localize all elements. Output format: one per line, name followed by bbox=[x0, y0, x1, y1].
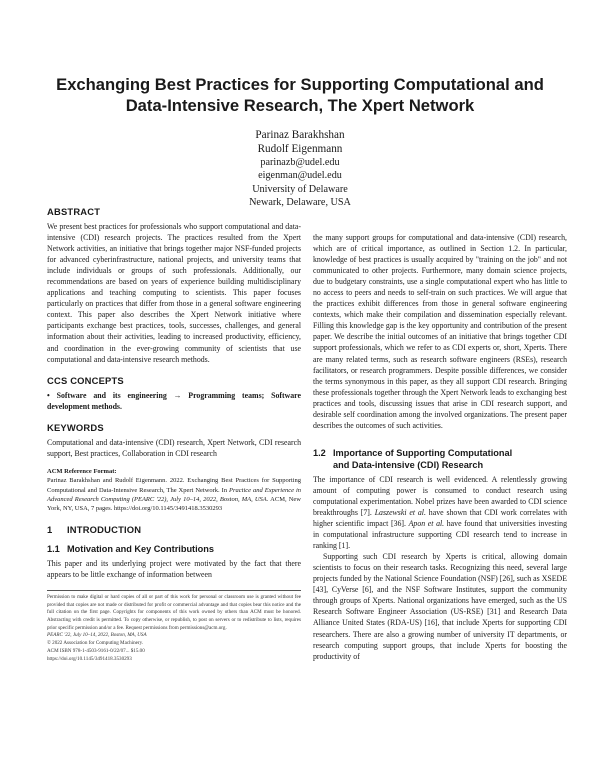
paper-title bbox=[40, 74, 560, 116]
body-paragraph: The importance of CDI research is well evidenced. A relentlessly growing amount of computing power is consumed to conduct research using computational experimentation. Nobel prizes have been awarded to CDI science breakthroughs [7]. Laszewski et al. have shown that CDI work correlates with higher scientific impact [36]. Apon et al. have found that universities investing in computational infrastructure supporting CDI research tend to increase in ranking [1]. bbox=[313, 474, 567, 551]
author-name: Parinaz Barakhshan bbox=[255, 129, 345, 141]
body-paragraph: Supporting such CDI research by Xperts is critical, allowing domain scientists to focus on their research tasks. Recognizing this need, several large projects funded by the National Science Foundation (NSF) [26], such as XSEDE [43], CyVerse [6], and the NSF Software Institutes, support the community through groups of Xperts. National organizations have emerged, such as the US Research Software Engineer Association (US-RSE) [31] and Research Data Alliance United States (RDA-US) [16], that include Xperts for supporting CDI researchers. There are also a growing number of university IT departments, or research computing support groups, that include Xperts for boosting the productivity of bbox=[313, 552, 567, 661]
intro-text: This paper and its underlying project were motivated by the fact that there appears to be little exchange of information between bbox=[47, 558, 301, 579]
abstract-text: We present best practices for professionals who support computational and data-intensive (CDI) research projects. The practices resulted from the Xpert Network activities, an initiative that brings together major NSF-funded projects for advanced cyberinfrastructure, national projects, and university teams that include individuals or groups of such professionals. Additionally, our recommendations are based on years of experience building multidisciplinary applications and teaching computing to scientists. This paper focuses particularly on practices that differ from those in a general software engineering context. This paper also describes the Xpert Network initiative where participants exchange best practices, tools, successes, challenges, and general information about their activities, leading to increased productivity, efficiency, and coordination in the ever-growing community of scientists that use computational and data-intensive research methods. bbox=[47, 222, 301, 364]
permission-venue: PEARC '22, July 10–14, 2022, Boston, MA, USA bbox=[47, 632, 147, 639]
left-column bbox=[47, 206, 301, 663]
author-email: parinazb@udel.edu bbox=[260, 157, 340, 169]
author-block bbox=[40, 129, 560, 209]
ccs-heading: CCS CONCEPTS bbox=[47, 374, 124, 386]
permission-text: Permission to make digital or hard copies of all or part of this work for personal or classroom use is granted without fee provided that copies are not made or distributed for profit or commercial advantage and that copies bear this notice and the full citation on the first page. Copyrights for components of this work owned by others than ACM must be honored. Abstracting with credit is permitted. To copy otherwise, or republish, to post on servers or to redistribute to lists, requires prior specific permission and/or a fee. Request permissions from permissions@acm.org. bbox=[47, 593, 301, 631]
location: Newark, Delaware, USA bbox=[249, 196, 351, 208]
author-email: eigenman@udel.edu bbox=[258, 170, 342, 182]
body-paragraph: the many support groups for computational and data-intensive (CDI) research, which are of critical importance, as outlined in Section 1.2. In particular, knowledge of best practices is usually acquired by "training on the job" and not communicated to other projects. Furthermore, many domain science projects, due to budgetary constraints, use a single computational expert who has little to no access to peers and needs to self-train on such practices. We will argue that the practices exhibit differences from those in general software engineering contexts, which make their compilation and dissemination especially relevant. Filling this knowledge gap is the key opportunity and contribution of the present paper. We describe the initial outcomes of an initiative that brings together CDI support professionals, which we refer to as CDI experts or, short, Xperts. There are many related terms, such as research software engineers (RSEs), research facilitators, or research programmers. Despite possible differences, we consider the terms synonymous in this paper, as they all support CDI research. Bringing these professionals together through the Xpert Network leads to exchanging best practices and tools, discussing issues that arise in CDI research support, and desirable self coordination among the involved organizations. The present paper describes the outcomes of such activities. bbox=[313, 233, 567, 430]
keywords-text: Computational and data-intensive (CDI) research, Xpert Network, CDI research support, Best practices, Collaboration in CDI research bbox=[47, 437, 301, 458]
keywords-heading: KEYWORDS bbox=[47, 421, 104, 433]
right-column bbox=[313, 232, 567, 662]
doi-link[interactable]: https://doi.org/10.1145/3491418.3530293 bbox=[47, 655, 132, 662]
title-block bbox=[40, 74, 560, 209]
reference-label: ACM Reference Format: bbox=[47, 467, 117, 475]
copyright: © 2022 Association for Computing Machinery. bbox=[47, 640, 144, 647]
section-heading-1-1: 1.1 Motivation and Key Contributions bbox=[47, 543, 214, 554]
section-heading-1-2: 1.2 Importance of Supporting Computational and Data-intensive (CDI) Research bbox=[313, 447, 513, 470]
acm-reference bbox=[47, 467, 301, 514]
title-line-2: Data-Intensive Research, The Xpert Network bbox=[125, 96, 475, 115]
abstract-heading: ABSTRACT bbox=[47, 206, 101, 217]
affiliation: University of Delaware bbox=[252, 183, 348, 195]
reference-text: Parinaz Barakhshan and Rudolf Eigenmann. 2022. Exchanging Best Practices for Supporting Computational and Data-Intensive Research, The Xpert Network. In Practice and Experience in Advanced Research Computing (PEARC '22), July 10–14, 2022, Boston, MA, USA. ACM, New York, NY, USA, 7 pages. https://doi.org/10.1145/3491418.3530293 bbox=[47, 477, 302, 513]
ccs-text: • Software and its engineering → Programming teams; Software development methods. bbox=[47, 390, 301, 411]
permission-notice bbox=[47, 590, 301, 663]
section-heading-1: 1 INTRODUCTION bbox=[47, 523, 142, 535]
isbn: ACM ISBN 978-1-4503-9161-0/22/07... $15.00 bbox=[47, 647, 145, 654]
title-line-1: Exchanging Best Practices for Supporting Computational and bbox=[56, 75, 544, 94]
author-name: Rudolf Eigenmann bbox=[257, 142, 343, 155]
